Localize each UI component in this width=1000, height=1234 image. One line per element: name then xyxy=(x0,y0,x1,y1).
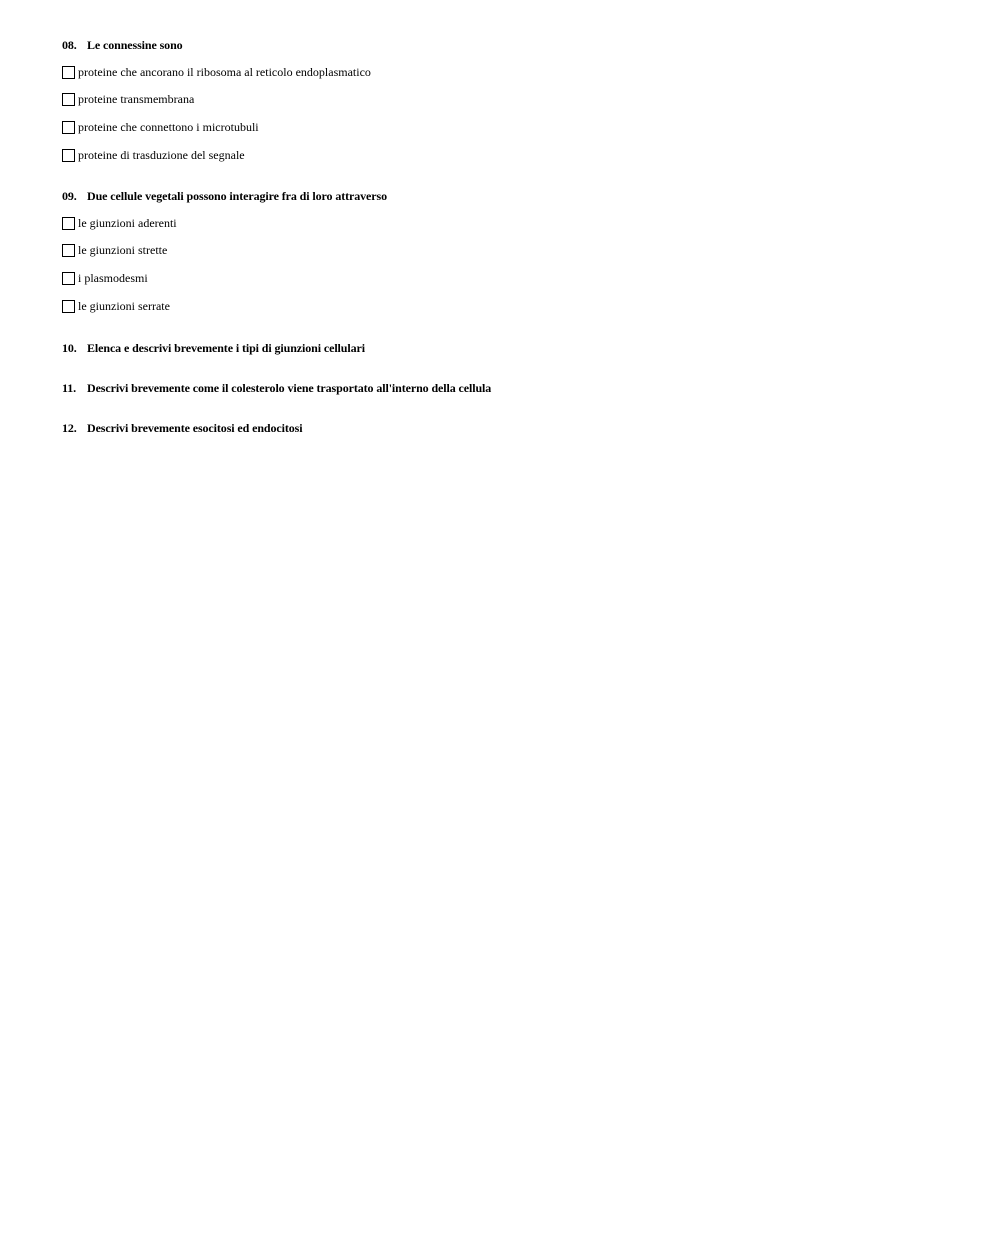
question-10-title xyxy=(62,341,365,356)
question-text: Elenca e descrivi brevemente i tipi di giunzioni cellulari xyxy=(87,341,365,355)
question-number: 11. xyxy=(62,381,77,395)
question-number: 10. xyxy=(62,341,77,355)
question-number: 08. xyxy=(62,38,77,52)
question-09-option-3[interactable] xyxy=(62,270,148,286)
checkbox[interactable] xyxy=(62,244,75,257)
question-09-title xyxy=(62,189,387,204)
question-number: 12. xyxy=(62,421,77,435)
question-number: 09. xyxy=(62,189,77,203)
question-text: Descrivi brevemente esocitosi ed endocitosi xyxy=(87,421,303,435)
question-08-option-3[interactable] xyxy=(62,119,259,135)
checkbox[interactable] xyxy=(62,121,75,134)
option-label: proteine che ancorano il ribosoma al reticolo endoplasmatico xyxy=(78,64,371,79)
question-08-title xyxy=(62,38,183,53)
question-text: Le connessine sono xyxy=(87,38,183,52)
checkbox[interactable] xyxy=(62,93,75,106)
option-label: le giunzioni serrate xyxy=(78,298,170,313)
question-text: Descrivi brevemente come il colesterolo viene trasportato all'interno della cellula xyxy=(87,381,492,395)
checkbox[interactable] xyxy=(62,217,75,230)
question-08-option-2[interactable] xyxy=(62,91,194,107)
checkbox[interactable] xyxy=(62,66,75,79)
question-text: Due cellule vegetali possono interagire fra di loro attraverso xyxy=(87,189,387,203)
option-label: proteine transmembrana xyxy=(78,91,195,106)
option-label: le giunzioni strette xyxy=(78,242,168,257)
question-08-option-1[interactable] xyxy=(62,64,371,80)
question-11-title xyxy=(62,381,491,396)
option-label: proteine che connettono i microtubuli xyxy=(78,119,259,134)
question-09-option-4[interactable] xyxy=(62,298,170,314)
question-09-option-1[interactable] xyxy=(62,215,177,231)
option-label: le giunzioni aderenti xyxy=(78,215,177,230)
checkbox[interactable] xyxy=(62,272,75,285)
checkbox[interactable] xyxy=(62,300,75,313)
question-12-title xyxy=(62,421,302,436)
option-label: i plasmodesmi xyxy=(78,270,148,285)
question-09-option-2[interactable] xyxy=(62,242,167,258)
question-08-option-4[interactable] xyxy=(62,147,245,163)
option-label: proteine di trasduzione del segnale xyxy=(78,147,245,162)
checkbox[interactable] xyxy=(62,149,75,162)
